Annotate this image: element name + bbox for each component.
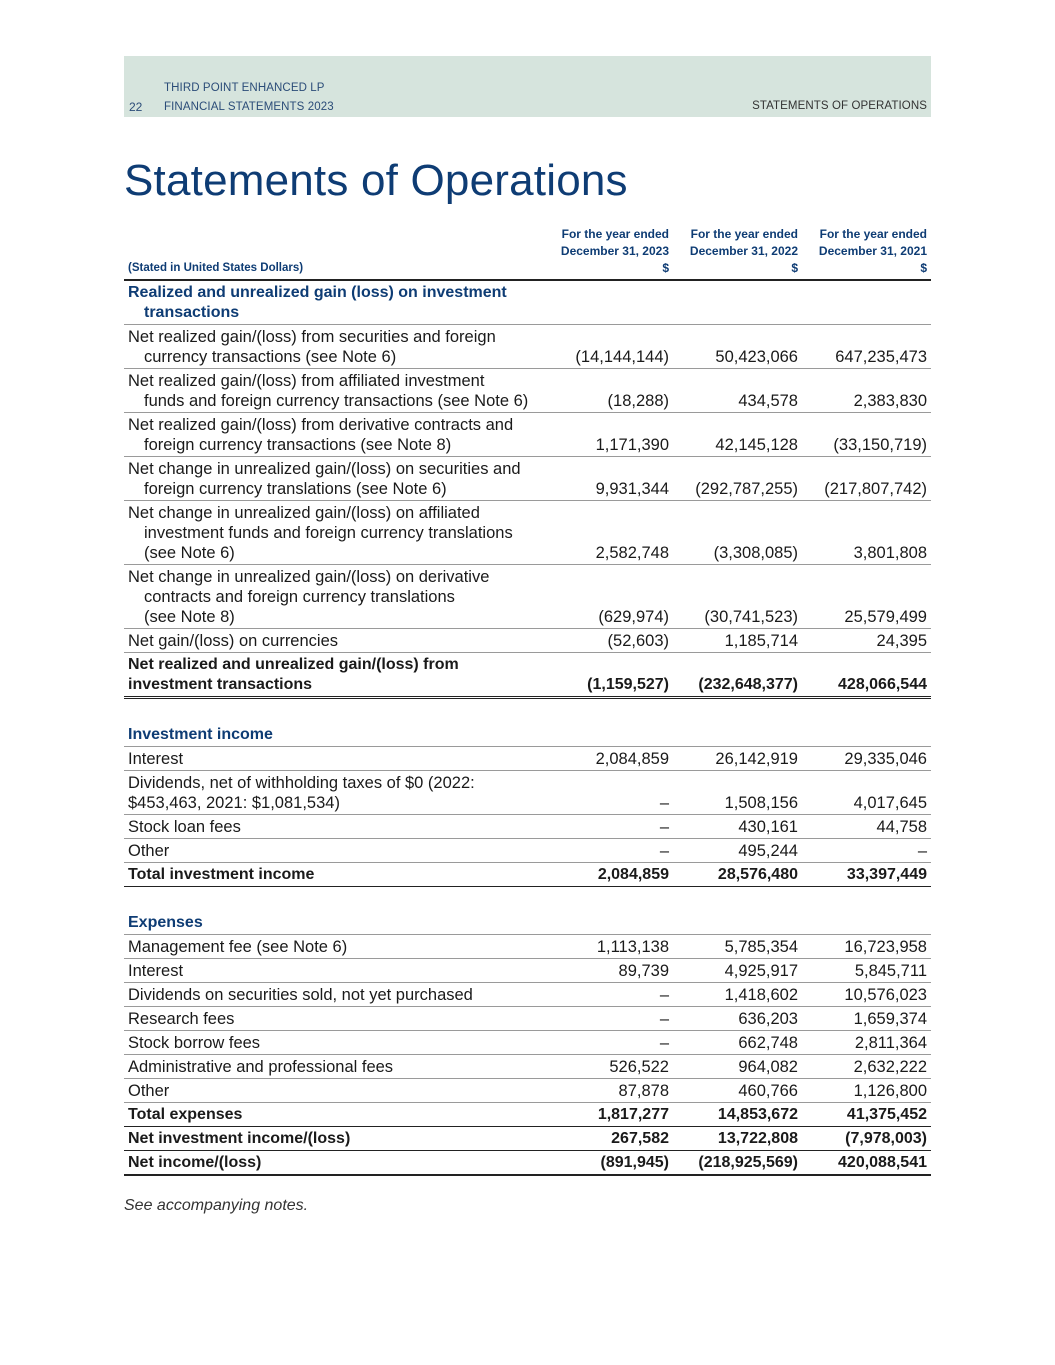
value-2021: 4,017,645: [802, 771, 931, 815]
table-row: [124, 413, 931, 457]
value-2021: 3,801,808: [802, 501, 931, 565]
total-2023: 1,817,277: [544, 1103, 673, 1127]
table-row: [124, 1031, 931, 1055]
value-2021: 2,632,222: [802, 1055, 931, 1079]
value-2021: 24,395: [802, 629, 931, 653]
total-2023: 2,084,859: [544, 863, 673, 887]
total-2023: (891,945): [544, 1151, 673, 1176]
value-2021: 2,383,830: [802, 369, 931, 413]
value-2022: 5,785,354: [673, 935, 802, 959]
column-unit: $: [662, 261, 669, 275]
row-label: Net gain/(loss) on currencies: [124, 629, 544, 653]
value-2021: 1,126,800: [802, 1079, 931, 1103]
stated-in-label: (Stated in United States Dollars): [124, 226, 544, 280]
footnote: See accompanying notes.: [124, 1197, 309, 1214]
section-name: STATEMENTS OF OPERATIONS: [752, 100, 927, 112]
value-2023: 9,931,344: [544, 457, 673, 501]
value-2023: (52,603): [544, 629, 673, 653]
table-row: [124, 839, 931, 863]
row-label: Administrative and professional fees: [124, 1055, 544, 1079]
section-title: transactions: [144, 304, 240, 321]
row-label: Dividends, net of withholding taxes of $0 (2022:: [128, 774, 475, 792]
section-title: Realized and unrealized gain (loss) on investment: [128, 284, 507, 301]
total-2021: 428,066,544: [802, 653, 931, 698]
row-label: Dividends on securities sold, not yet purchased: [124, 983, 544, 1007]
value-2022: 434,578: [673, 369, 802, 413]
section-header-realized: [124, 280, 931, 325]
total-row-realized: [124, 653, 931, 698]
table-row: [124, 1055, 931, 1079]
total-label: investment transactions: [128, 676, 313, 693]
value-2021: 5,845,711: [802, 959, 931, 983]
value-2021: 25,579,499: [802, 565, 931, 629]
total-2022: 14,853,672: [673, 1103, 802, 1127]
value-2022: 4,925,917: [673, 959, 802, 983]
value-2022: 964,082: [673, 1055, 802, 1079]
total-row-expenses: [124, 1103, 931, 1127]
value-2023: (629,974): [544, 565, 673, 629]
total-2022: 28,576,480: [673, 863, 802, 887]
page-title: Statements of Operations: [124, 156, 628, 205]
table-row: [124, 747, 931, 771]
value-2023: 1,171,390: [544, 413, 673, 457]
section-title: Investment income: [124, 698, 931, 747]
total-label: Net income/(loss): [124, 1151, 544, 1176]
value-2023: (14,144,144): [544, 325, 673, 369]
total-2021: 41,375,452: [802, 1103, 931, 1127]
total-2022: 13,722,808: [673, 1127, 802, 1151]
table-row: [124, 815, 931, 839]
table-row: [124, 959, 931, 983]
value-2022: 50,423,066: [673, 325, 802, 369]
column-header-2023: [544, 226, 673, 280]
table-row: [124, 771, 931, 815]
value-2021: 16,723,958: [802, 935, 931, 959]
row-label: Other: [124, 839, 544, 863]
row-label: $453,463, 2021: $1,081,534): [128, 794, 340, 812]
company-name: THIRD POINT ENHANCED LP: [164, 82, 325, 94]
table-row: [124, 457, 931, 501]
value-2022: 636,203: [673, 1007, 802, 1031]
row-label: foreign currency translations (see Note 6): [144, 480, 447, 498]
row-label: (see Note 6): [144, 544, 235, 562]
value-2023: –: [544, 839, 673, 863]
value-2023: 2,084,859: [544, 747, 673, 771]
value-2022: (30,741,523): [673, 565, 802, 629]
value-2022: 1,418,602: [673, 983, 802, 1007]
total-label: Net investment income/(loss): [124, 1127, 544, 1151]
row-label: Net realized gain/(loss) from derivative contracts and: [128, 416, 514, 434]
value-2023: 526,522: [544, 1055, 673, 1079]
value-2022: 430,161: [673, 815, 802, 839]
total-2022: (218,925,569): [673, 1151, 802, 1176]
value-2021: –: [802, 839, 931, 863]
table-row: [124, 369, 931, 413]
column-header-line: December 31, 2023: [560, 244, 669, 258]
table-row: [124, 935, 931, 959]
value-2022: 26,142,919: [673, 747, 802, 771]
total-2021: (7,978,003): [802, 1127, 931, 1151]
value-2021: 1,659,374: [802, 1007, 931, 1031]
table-row: [124, 565, 931, 629]
statement-of-operations-table: [124, 226, 931, 1176]
column-unit: $: [920, 261, 927, 275]
total-2022: (232,648,377): [673, 653, 802, 698]
value-2023: –: [544, 1031, 673, 1055]
row-label: Net change in unrealized gain/(loss) on securities and: [128, 460, 521, 478]
table-row: [124, 983, 931, 1007]
value-2021: 29,335,046: [802, 747, 931, 771]
column-unit: $: [791, 261, 798, 275]
row-label: Net realized gain/(loss) from affiliated investment: [128, 372, 485, 390]
column-header-2021: [802, 226, 931, 280]
column-header-2022: [673, 226, 802, 280]
table-row: [124, 325, 931, 369]
value-2022: 42,145,128: [673, 413, 802, 457]
column-header-line: December 31, 2022: [689, 244, 798, 258]
column-header-line: For the year ended: [690, 227, 798, 241]
row-label: Research fees: [124, 1007, 544, 1031]
value-2021: 2,811,364: [802, 1031, 931, 1055]
value-2021: (33,150,719): [802, 413, 931, 457]
value-2023: 1,113,138: [544, 935, 673, 959]
row-label: contracts and foreign currency translations: [144, 588, 455, 606]
row-label: investment funds and foreign currency translations: [144, 524, 513, 542]
net-income-row: [124, 1151, 931, 1176]
value-2022: 1,185,714: [673, 629, 802, 653]
value-2022: 662,748: [673, 1031, 802, 1055]
value-2022: 460,766: [673, 1079, 802, 1103]
row-label: currency transactions (see Note 6): [144, 348, 397, 366]
value-2023: –: [544, 1007, 673, 1031]
total-label: Total expenses: [124, 1103, 544, 1127]
total-label: Net realized and unrealized gain/(loss) from: [128, 656, 459, 673]
total-label: Total investment income: [124, 863, 544, 887]
row-label: funds and foreign currency transactions (see Note 6): [144, 392, 529, 410]
value-2023: –: [544, 815, 673, 839]
total-2021: 33,397,449: [802, 863, 931, 887]
value-2023: –: [544, 983, 673, 1007]
section-title: Expenses: [124, 887, 931, 935]
total-row-investment-income: [124, 863, 931, 887]
value-2021: 10,576,023: [802, 983, 931, 1007]
value-2023: –: [544, 771, 673, 815]
row-label: Stock loan fees: [124, 815, 544, 839]
total-2023: (1,159,527): [544, 653, 673, 698]
value-2022: 495,244: [673, 839, 802, 863]
net-investment-income-row: [124, 1127, 931, 1151]
value-2023: 87,878: [544, 1079, 673, 1103]
column-header-line: December 31, 2021: [818, 244, 927, 258]
column-header-line: For the year ended: [819, 227, 927, 241]
value-2021: 44,758: [802, 815, 931, 839]
table-row: [124, 1079, 931, 1103]
page-header: [124, 56, 931, 117]
table-row: [124, 1007, 931, 1031]
value-2021: 647,235,473: [802, 325, 931, 369]
value-2023: 89,739: [544, 959, 673, 983]
value-2022: (3,308,085): [673, 501, 802, 565]
row-label: Interest: [124, 747, 544, 771]
value-2021: (217,807,742): [802, 457, 931, 501]
row-label: Net change in unrealized gain/(loss) on derivative: [128, 568, 490, 586]
section-header-investment-income: [124, 698, 931, 747]
row-label: (see Note 8): [144, 608, 235, 626]
document-name: FINANCIAL STATEMENTS 2023: [164, 101, 334, 113]
value-2023: (18,288): [544, 369, 673, 413]
row-label: Interest: [124, 959, 544, 983]
row-label: Other: [124, 1079, 544, 1103]
row-label: Management fee (see Note 6): [124, 935, 544, 959]
column-header-line: For the year ended: [561, 227, 669, 241]
row-label: Net change in unrealized gain/(loss) on affiliated: [128, 504, 480, 522]
value-2022: 1,508,156: [673, 771, 802, 815]
section-header-expenses: [124, 887, 931, 935]
page-number: 22: [129, 100, 143, 114]
row-label: Stock borrow fees: [124, 1031, 544, 1055]
total-2023: 267,582: [544, 1127, 673, 1151]
table-row: [124, 501, 931, 565]
value-2023: 2,582,748: [544, 501, 673, 565]
row-label: foreign currency transactions (see Note 8): [144, 436, 452, 454]
total-2021: 420,088,541: [802, 1151, 931, 1176]
value-2022: (292,787,255): [673, 457, 802, 501]
table-row: [124, 629, 931, 653]
row-label: Net realized gain/(loss) from securities and foreign: [128, 328, 496, 346]
column-header-row: [124, 226, 931, 280]
